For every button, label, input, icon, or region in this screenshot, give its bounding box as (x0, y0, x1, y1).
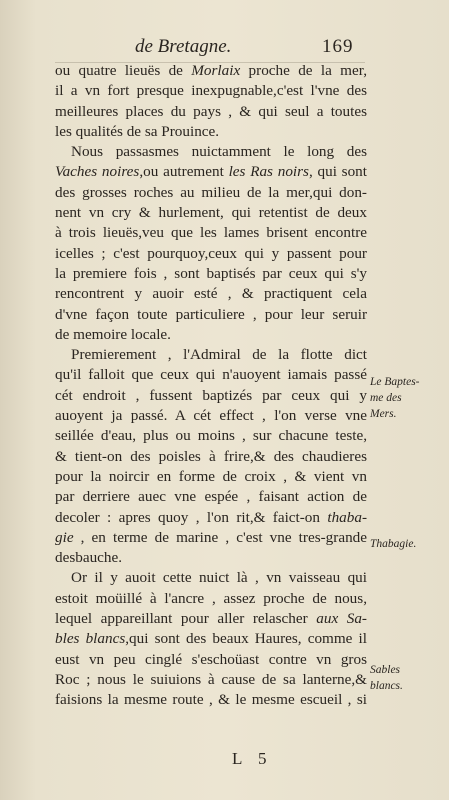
text-line (55, 406, 367, 426)
text-line (55, 264, 367, 284)
text-run: seillée d'eau, plus ou moins , sur chacune teste, (55, 427, 367, 445)
text-run: à trois lieuës,veu que les lames brisent encontre (55, 224, 367, 242)
text-line (55, 284, 367, 304)
margin-note-line: Sables (370, 664, 401, 676)
signature-mark: L 5 (232, 749, 273, 768)
text-run: Premierement , l'Admiral de la flotte dict (71, 346, 367, 364)
margin-note-line: me des (370, 392, 402, 404)
page-header (0, 36, 449, 60)
text-run: Nous passasmes nuictamment le long des (71, 143, 367, 161)
margin-note-line: Le Baptes- (370, 376, 420, 388)
text-line (55, 426, 367, 446)
text-run: la premiere fois , sont baptisés par ceux qui s'y (55, 264, 367, 282)
text-run: Roc ; nous le suiuions à cause de sa lanterne,& (55, 670, 367, 688)
body-text (55, 61, 367, 711)
text-run: & tient-on des poisles à frire,& des chaudieres (55, 447, 367, 465)
text-line (55, 325, 367, 345)
text-run: les qualités de sa Prouince. (55, 122, 220, 140)
text-run: ou quatre lieuës de (55, 62, 192, 79)
text-run: Or il y auoit cette nuict là , vn vaisseau qui (71, 569, 367, 587)
text-run: estoit moüillé à l'ancre , assez proche de nous, (55, 589, 367, 607)
italic-run: Vaches noires (55, 163, 140, 181)
text-run: nent vn cry & hurlement, qui retentist de deux (55, 204, 367, 222)
text-run: de memoire locale. (55, 325, 171, 343)
text-line (55, 670, 367, 690)
text-run: , qui sont (308, 163, 367, 181)
text-line (55, 487, 367, 507)
text-line (55, 589, 367, 609)
text-run: d'vne façon toute particuliere , pour leur seruir (55, 305, 367, 323)
italic-run: thaba- (327, 508, 367, 526)
italic-run: gie (55, 528, 74, 546)
text-run: icelles ; c'est pourquoy,ceux qui y passent pour (55, 244, 367, 262)
text-line (55, 528, 367, 548)
text-line (55, 386, 367, 406)
text-line (55, 142, 367, 162)
text-line (55, 223, 367, 243)
text-run: decoler : apres quoy , l'on rit,& faict-on (55, 508, 328, 526)
text-run: pour la noircir en forme de croix , & vient vn (55, 467, 367, 485)
text-line (55, 81, 367, 101)
running-title: de Bretagne. (135, 36, 232, 57)
text-line (55, 568, 367, 588)
text-line (55, 609, 367, 629)
text-run: desbauche. (55, 549, 123, 567)
text-line (55, 447, 367, 467)
text-run: ,ou autrement (139, 163, 229, 181)
text-run: faisions la mesme route , & le mesme escueil , si (55, 691, 367, 709)
text-run: eust vn peu cinglé s'eschoüast contre vn gros (55, 650, 367, 668)
text-line (55, 365, 367, 385)
text-run: qu'il falloit que ceux qui n'auoyent iamais passé (55, 366, 367, 384)
text-run: par derriere auec vne espée , faisant action de (55, 488, 367, 506)
margin-note-line: Thabagie. (370, 538, 417, 550)
italic-run: Morlaix (191, 62, 241, 79)
text-line (55, 162, 367, 182)
margin-note-thabagie (370, 536, 445, 552)
margin-note-line: Mers. (370, 408, 397, 420)
text-run: lequel appareillant pour aller relascher (55, 610, 317, 628)
text-line (55, 650, 367, 670)
text-run: des grosses roches au milieu de la mer,qui don- (55, 183, 367, 201)
italic-run: les Ras noirs (228, 163, 309, 181)
text-line (55, 102, 367, 122)
text-line (55, 203, 367, 223)
text-line (55, 629, 367, 649)
text-line (55, 508, 367, 528)
margin-note-line: blancs. (370, 680, 403, 692)
text-line (55, 305, 367, 325)
text-line (55, 345, 367, 365)
text-run: cét endroit , fussent baptizés par ceux qui y (55, 386, 367, 404)
text-run: , en terme de marine , c'est vne tres-grande (73, 528, 367, 546)
text-run: meilleures places du pays , & qui seul a toutes (55, 102, 367, 120)
italic-run: bles blancs (55, 630, 126, 648)
text-line (55, 467, 367, 487)
text-run: proche de la mer, (240, 62, 367, 79)
margin-note-sables-blancs (370, 662, 445, 694)
page-number: 169 (322, 36, 354, 57)
text-run: ,qui sont des beaux Haures, comme il (125, 630, 367, 648)
text-line (55, 61, 367, 81)
text-line (55, 122, 367, 142)
text-line (55, 183, 367, 203)
text-line (55, 548, 367, 568)
text-run: il a vn fort presque inexpugnable,c'est l'vne des (55, 82, 367, 100)
text-line (55, 244, 367, 264)
italic-run: aux Sa- (316, 610, 367, 628)
text-run: auoyent ja passé. A cét effect , l'on verse vne (55, 407, 367, 425)
text-line (55, 690, 367, 710)
margin-note-bapteme (370, 374, 445, 422)
text-run: rencontrent y auoir esté , & practiquent cela (55, 285, 367, 303)
